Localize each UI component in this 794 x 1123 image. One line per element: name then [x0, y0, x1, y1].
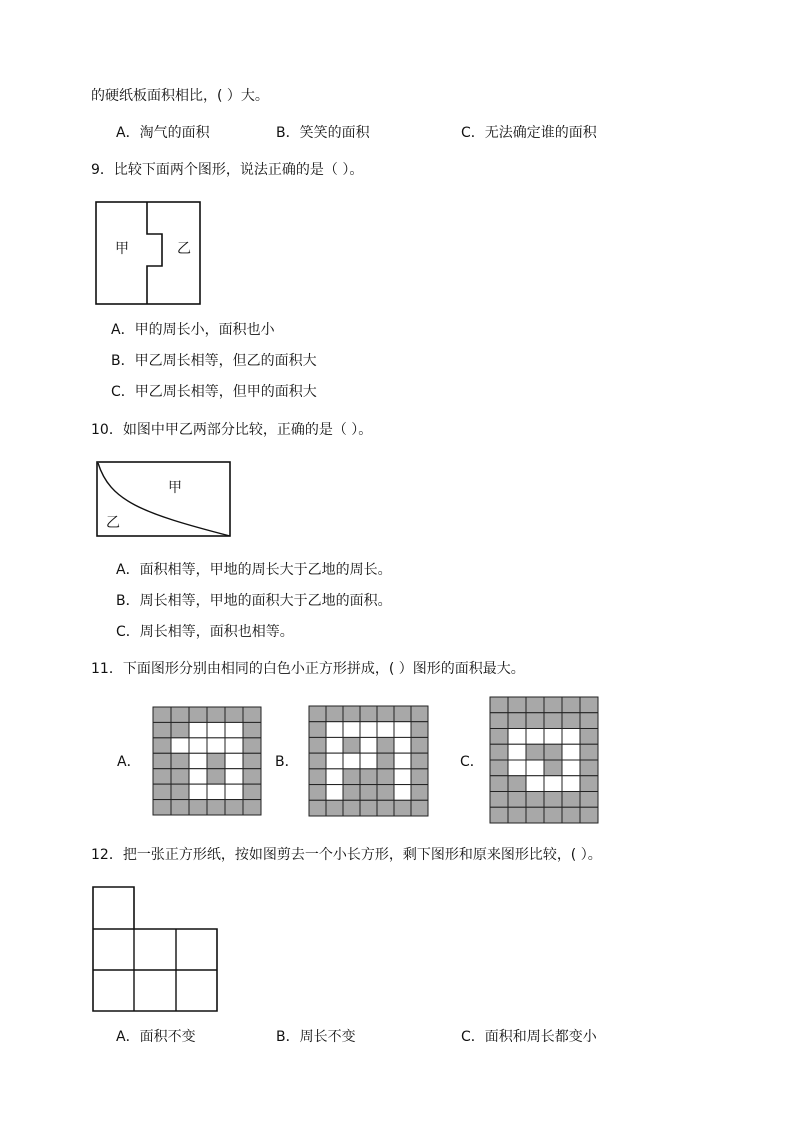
shaded-cell — [411, 737, 428, 753]
shaded-cell — [326, 706, 343, 722]
shaded-cell — [243, 753, 261, 768]
white-cell — [360, 737, 377, 753]
white-cell — [377, 722, 394, 738]
shaded-cell — [153, 738, 171, 753]
shaded-cell — [394, 800, 411, 816]
q10-option-a: A．面积相等，甲地的周长大于乙地的周长。 — [116, 562, 392, 578]
q10-option-b: B．周长相等，甲地的面积大于乙地的面积。 — [116, 593, 392, 609]
q12-figure — [92, 886, 220, 1014]
shaded-cell — [243, 800, 261, 815]
shaded-cell — [562, 807, 580, 823]
q9-option-c: C．甲乙周长相等，但甲的面积大 — [111, 384, 317, 400]
shaded-cell — [309, 737, 326, 753]
shaded-cell — [580, 729, 598, 745]
shaded-cell — [153, 707, 171, 722]
shaded-cell — [343, 800, 360, 816]
shaded-cell — [360, 800, 377, 816]
shaded-cell — [411, 785, 428, 801]
shaded-cell — [243, 769, 261, 784]
white-cell — [326, 737, 343, 753]
q10-figure — [96, 461, 232, 539]
shaded-cell — [411, 769, 428, 785]
white-cell — [526, 776, 544, 792]
shaded-cell — [411, 722, 428, 738]
white-cell — [189, 753, 207, 768]
q8-option-b: B．笑笑的面积 — [276, 125, 370, 141]
q11-label-b: B． — [275, 754, 299, 770]
shaded-cell — [309, 753, 326, 769]
white-cell — [526, 760, 544, 776]
shaded-cell — [225, 707, 243, 722]
q12-stem: 12．把一张正方形纸，按如图剪去一个小长方形，剩下图形和原来图形比较，( ）。 — [91, 847, 602, 863]
shaded-cell — [580, 792, 598, 808]
shaded-cell — [411, 706, 428, 722]
white-cell — [225, 784, 243, 799]
q11-grid-b — [308, 705, 429, 817]
white-cell — [326, 753, 343, 769]
shaded-cell — [243, 707, 261, 722]
shaded-cell — [189, 800, 207, 815]
white-cell — [562, 776, 580, 792]
q10-label-jia: 甲 — [168, 480, 182, 496]
shaded-cell — [411, 753, 428, 769]
shaded-cell — [508, 807, 526, 823]
shaded-cell — [243, 784, 261, 799]
white-cell — [526, 729, 544, 745]
shaded-cell — [377, 737, 394, 753]
white-cell — [171, 738, 189, 753]
q9-label-jia: 甲 — [115, 241, 129, 257]
shaded-cell — [544, 792, 562, 808]
white-cell — [207, 784, 225, 799]
shaded-cell — [526, 792, 544, 808]
white-cell — [360, 722, 377, 738]
white-cell — [394, 769, 411, 785]
q8-stem-tail: 的硬纸板面积相比，( ）大。 — [91, 88, 269, 104]
shaded-cell — [544, 713, 562, 729]
q10-label-yi: 乙 — [106, 515, 120, 531]
white-cell — [508, 744, 526, 760]
q11-label-c: C． — [460, 754, 484, 770]
shaded-cell — [544, 760, 562, 776]
shaded-cell — [377, 785, 394, 801]
white-cell — [508, 760, 526, 776]
shaded-cell — [377, 769, 394, 785]
shaded-cell — [490, 713, 508, 729]
shaded-cell — [309, 722, 326, 738]
q8-option-c: C．无法确定谁的面积 — [461, 125, 597, 141]
q11-stem: 11．下面图形分别由相同的白色小正方形拼成，( ）图形的面积最大。 — [91, 661, 525, 677]
shaded-cell — [508, 776, 526, 792]
shaded-cell — [171, 769, 189, 784]
q9-figure — [95, 201, 203, 307]
shaded-cell — [544, 807, 562, 823]
white-cell — [326, 722, 343, 738]
shaded-cell — [508, 792, 526, 808]
q9-label-yi: 乙 — [177, 241, 191, 257]
shaded-cell — [189, 707, 207, 722]
q10-stem: 10．如图中甲乙两部分比较，正确的是（ ）。 — [91, 422, 373, 438]
shaded-cell — [171, 722, 189, 737]
shaded-cell — [326, 800, 343, 816]
shaded-cell — [490, 744, 508, 760]
white-cell — [207, 738, 225, 753]
white-cell — [562, 729, 580, 745]
shaded-cell — [526, 744, 544, 760]
shaded-cell — [343, 737, 360, 753]
shaded-cell — [580, 697, 598, 713]
shaded-cell — [153, 784, 171, 799]
white-cell — [394, 722, 411, 738]
white-cell — [189, 769, 207, 784]
q11-label-a: A． — [117, 754, 141, 770]
shaded-cell — [580, 760, 598, 776]
shaded-cell — [153, 769, 171, 784]
shaded-cell — [490, 760, 508, 776]
shaded-cell — [490, 697, 508, 713]
shaded-cell — [225, 800, 243, 815]
white-cell — [326, 769, 343, 785]
white-cell — [562, 760, 580, 776]
shaded-cell — [394, 706, 411, 722]
white-cell — [343, 722, 360, 738]
shaded-cell — [562, 697, 580, 713]
shaded-cell — [343, 769, 360, 785]
shaded-cell — [411, 800, 428, 816]
white-cell — [225, 722, 243, 737]
shaded-cell — [343, 785, 360, 801]
shaded-cell — [309, 769, 326, 785]
shaded-cell — [171, 800, 189, 815]
q8-option-a: A．淘气的面积 — [116, 125, 210, 141]
q10-option-c: C．周长相等，面积也相等。 — [116, 624, 294, 640]
white-cell — [189, 784, 207, 799]
white-cell — [225, 753, 243, 768]
shaded-cell — [490, 807, 508, 823]
shaded-cell — [544, 744, 562, 760]
shaded-cell — [343, 706, 360, 722]
white-cell — [225, 769, 243, 784]
q12-option-a: A．面积不变 — [116, 1029, 196, 1045]
q12-option-b: B．周长不变 — [276, 1029, 356, 1045]
shaded-cell — [526, 807, 544, 823]
shaded-cell — [360, 785, 377, 801]
shaded-cell — [526, 713, 544, 729]
shaded-cell — [360, 769, 377, 785]
shaded-cell — [207, 769, 225, 784]
shaded-cell — [171, 753, 189, 768]
shaded-cell — [207, 800, 225, 815]
shaded-cell — [309, 706, 326, 722]
shaded-cell — [207, 707, 225, 722]
white-cell — [544, 729, 562, 745]
white-cell — [394, 785, 411, 801]
white-cell — [225, 738, 243, 753]
shaded-cell — [508, 697, 526, 713]
white-cell — [360, 753, 377, 769]
shaded-cell — [490, 729, 508, 745]
shaded-cell — [377, 706, 394, 722]
shaded-cell — [562, 792, 580, 808]
shaded-cell — [526, 697, 544, 713]
shaded-cell — [544, 697, 562, 713]
shaded-cell — [508, 713, 526, 729]
shaded-cell — [171, 784, 189, 799]
q9-stem: 9．比较下面两个图形，说法正确的是（ ）。 — [91, 162, 364, 178]
shaded-cell — [243, 738, 261, 753]
white-cell — [508, 729, 526, 745]
white-cell — [544, 776, 562, 792]
white-cell — [207, 722, 225, 737]
shaded-cell — [580, 776, 598, 792]
shaded-cell — [309, 800, 326, 816]
shaded-cell — [562, 713, 580, 729]
shaded-cell — [360, 706, 377, 722]
shaded-cell — [153, 753, 171, 768]
q11-grid-a — [152, 706, 262, 816]
white-cell — [189, 722, 207, 737]
shaded-cell — [243, 722, 261, 737]
shaded-cell — [490, 792, 508, 808]
shaded-cell — [490, 776, 508, 792]
shaded-cell — [171, 707, 189, 722]
shaded-cell — [580, 713, 598, 729]
white-cell — [343, 753, 360, 769]
white-cell — [394, 753, 411, 769]
shaded-cell — [153, 722, 171, 737]
q12-option-c: C．面积和周长都变小 — [461, 1029, 597, 1045]
shaded-cell — [207, 753, 225, 768]
white-cell — [562, 744, 580, 760]
shaded-cell — [377, 753, 394, 769]
shaded-cell — [580, 744, 598, 760]
q11-grid-c — [489, 696, 599, 824]
shaded-cell — [580, 807, 598, 823]
white-cell — [394, 737, 411, 753]
white-cell — [326, 785, 343, 801]
q9-option-b: B．甲乙周长相等，但乙的面积大 — [111, 353, 317, 369]
white-cell — [189, 738, 207, 753]
shaded-cell — [377, 800, 394, 816]
shaded-cell — [309, 785, 326, 801]
q9-option-a: A．甲的周长小，面积也小 — [111, 322, 275, 338]
shaded-cell — [153, 800, 171, 815]
